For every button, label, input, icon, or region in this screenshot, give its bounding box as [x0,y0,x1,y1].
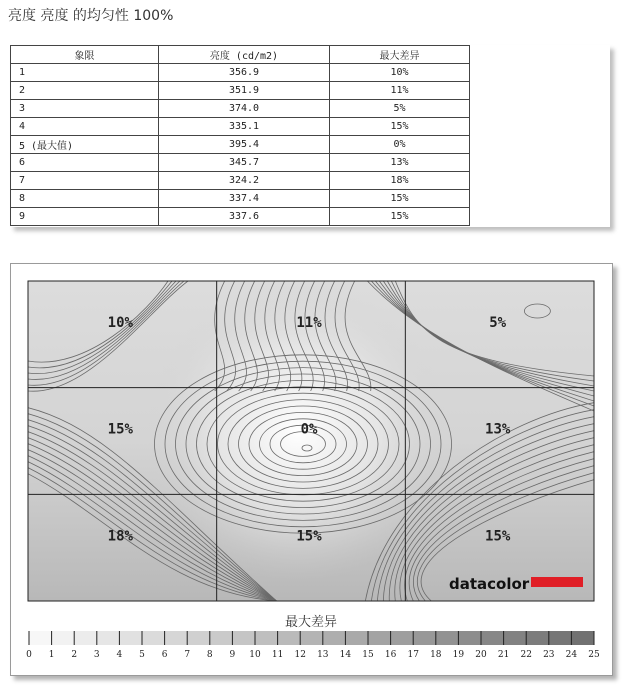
table-body [11,64,470,226]
scale-tick-label: 5 [139,650,145,660]
quadrant-label: 13% [485,421,511,438]
scale-segment [571,631,594,645]
cell-max-diff: 15% [330,190,470,208]
cell-quadrant: 7 [11,172,159,190]
scale-segment [345,631,368,645]
uniformity-table [10,45,470,226]
cell-max-diff: 18% [330,172,470,190]
scale-tick-label: 23 [543,650,555,660]
cell-quadrant: 8 [11,190,159,208]
scale-tick-label: 13 [317,650,329,660]
scale-segment [391,631,414,645]
table-row [11,154,470,172]
scale-segment [504,631,527,645]
scale-tick-label: 0 [26,650,32,660]
quadrant-label: 18% [107,528,133,545]
cell-max-diff: 15% [330,208,470,226]
scale-segment [255,631,278,645]
datacolor-logo-text: datacolor [449,575,530,593]
cell-max-diff: 15% [330,118,470,136]
scale-tick-label: 11 [271,650,284,660]
scale-tick-label: 3 [93,650,100,660]
header-max-diff: 最大差异 [330,46,470,64]
scale-segment [74,631,97,645]
scale-segment [119,631,142,645]
cell-luminance: 337.6 [159,208,330,226]
scale-tick-label: 1 [48,650,55,660]
cell-max-diff: 13% [330,154,470,172]
scale-segment [187,631,210,645]
table-row [11,208,470,226]
uniformity-table-card [10,45,610,227]
scale-segment [52,631,75,645]
contour-chart [11,264,612,675]
cell-luminance: 335.1 [159,118,330,136]
cell-luminance: 337.4 [159,190,330,208]
scale-tick-label: 10 [249,650,261,660]
scale-tick-label: 12 [294,650,306,660]
scale-tick-label: 7 [184,650,191,660]
scale-tick-label: 15 [362,650,374,660]
quadrant-label: 15% [107,421,133,438]
header-luminance: 亮度 (cd/m2) [159,46,330,64]
scale-segment [278,631,301,645]
cell-quadrant: 1 [11,64,159,82]
scale-tick-label: 24 [565,650,578,660]
scale-segment [526,631,549,645]
table-row [11,118,470,136]
header-quadrant: 象限 [11,46,159,64]
cell-quadrant: 5 (最大值) [11,136,159,154]
quadrant-label: 15% [485,528,511,545]
table-header-row [11,46,470,64]
scale-segment [210,631,233,645]
cell-luminance: 374.0 [159,100,330,118]
scale-tick-label: 18 [430,650,442,660]
scale-tick-label: 2 [71,650,78,660]
cell-max-diff: 10% [330,64,470,82]
quadrant-label: 11% [296,315,322,331]
quadrant-label: 15% [296,528,322,545]
cell-quadrant: 6 [11,154,159,172]
table-row [11,172,470,190]
cell-luminance: 345.7 [159,154,330,172]
cell-luminance: 356.9 [159,64,330,82]
contour-chart-card [10,263,613,676]
scale-segment [29,631,52,645]
cell-max-diff: 5% [330,100,470,118]
cell-quadrant: 3 [11,100,159,118]
scale-segment [97,631,120,645]
scale-segment [458,631,481,645]
scale-segment [300,631,323,645]
cell-max-diff: 11% [330,82,470,100]
table-row [11,136,470,154]
scale-tick-label: 17 [407,650,419,660]
scale-segment [232,631,255,645]
quadrant-label: 10% [107,315,133,331]
scale-tick-label: 9 [229,650,236,660]
table-row [11,64,470,82]
scale-segment [413,631,436,645]
table-row [11,82,470,100]
scale-tick-label: 20 [475,650,487,660]
scale-segment [142,631,165,645]
scale-segment [549,631,572,645]
cell-luminance: 324.2 [159,172,330,190]
scale-tick-label: 8 [206,650,213,660]
scale-segment [368,631,391,645]
scale-tick-label: 25 [588,650,600,660]
scale-segment [323,631,346,645]
scale-tick-label: 4 [116,650,123,660]
scale-tick-label: 21 [497,650,510,660]
scale-bar [29,631,595,645]
scale-segment [481,631,504,645]
cell-quadrant: 9 [11,208,159,226]
table-row [11,190,470,208]
scale-tick-label: 16 [384,650,397,660]
cell-quadrant: 2 [11,82,159,100]
scale-tick-label: 14 [339,650,352,660]
cell-luminance: 351.9 [159,82,330,100]
cell-max-diff: 0% [330,136,470,154]
page-title: 亮度 亮度 的均匀性 100% [8,8,174,24]
cell-luminance: 395.4 [159,136,330,154]
scale-tick-label: 19 [452,650,465,660]
scale-segment [165,631,188,645]
quadrant-label: 5% [489,315,507,331]
quadrant-label: 0% [300,421,318,438]
table-row [11,100,470,118]
datacolor-logo-bar [531,577,583,587]
scale-tick-label: 6 [161,650,168,660]
scale-title: 最大差异 [284,615,338,630]
scale-segment [436,631,459,645]
cell-quadrant: 4 [11,118,159,136]
scale-tick-label: 22 [520,650,532,660]
